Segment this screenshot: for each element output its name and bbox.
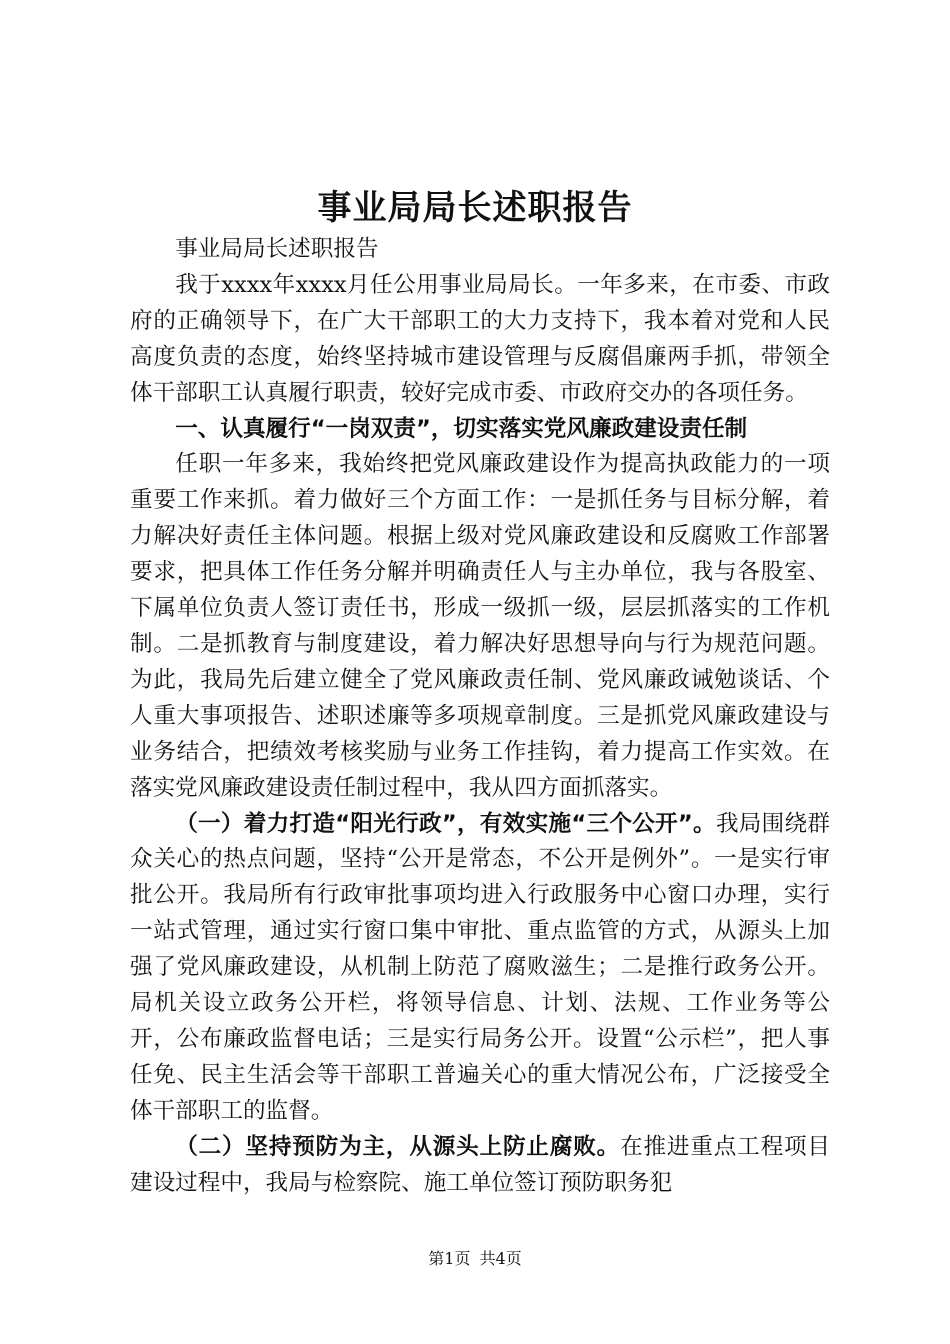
page-total: 共4页 <box>479 1249 522 1268</box>
document-title: 事业局局长述职报告 <box>317 188 633 228</box>
subsection-1-text: 我局围绕群众关心的热点问题，坚持“公开是常态，不公开是例外”。一是实行审批公开。我局所有行政审批事项均进入行政服务中心窗口办理，实行一站式管理，通过实行窗口集中审批、重点监管的方式，从源头上加强了党风廉政建设，从机制上防范了腐败滋生；二是推行政务公开。局机关设立政务公开栏，将领导信息、计划、法规、工作业务等公开，公布廉政监督电话；三是实行局务公开。设置“公示栏”，把人事任免、民主生活会等干部职工普遍关心的重大情况公布，广泛接受全体干部职工的监督。 <box>130 810 831 1124</box>
document-body <box>130 232 830 1201</box>
page-number: 第1页 <box>428 1249 471 1268</box>
subsection-2-heading: （二）坚持预防为主，从源头上防止腐败。 <box>175 1133 621 1160</box>
intro-paragraph: 我于xxxx年xxxx月任公用事业局局长。一年多来，在市委、市政府的正确领导下，在广大干部职工的大力支持下，我本着对党和人民高度负责的态度，始终坚持城市建设管理与反腐倡廉两手抓，带领全体干部职工认真履行职责，较好完成市委、市政府交办的各项任务。 <box>130 271 830 406</box>
page-footer <box>0 1246 950 1269</box>
section-1-paragraph: 任职一年多来，我始终把党风廉政建设作为提高执政能力的一项重要工作来抓。着力做好三个方面工作：一是抓任务与目标分解，着力解决好责任主体问题。根据上级对党风廉政建设和反腐败工作部署要求，把具体工作任务分解并明确责任人与主办单位，我与各股室、下属单位负责人签订责任书，形成一级抓一级，层层抓落实的工作机制。二是抓教育与制度建设，着力解决好思想导向与行为规范问题。为此，我局先后建立健全了党风廉政责任制、党风廉政诫勉谈话、个人重大事项报告、述职述廉等多项规章制度。三是抓党风廉政建设与业务结合，把绩效考核奖励与业务工作挂钩，着力提高工作实效。在落实党风廉政建设责任制过程中，我从四方面抓落实。 <box>130 451 830 801</box>
subsection-2-text: 在推进重点工程项目建设过程中，我局与检察院、施工单位签订预防职务犯 <box>130 1133 831 1196</box>
subsection-1-paragraph <box>130 807 830 1130</box>
subsection-1-heading: （一）着力打造“阳光行政”，有效实施“三个公开”。 <box>175 810 716 837</box>
section-1-heading: 一、认真履行“一岗双责”，切实落实党风廉政建设责任制 <box>175 415 748 442</box>
subsection-2-paragraph <box>130 1130 830 1202</box>
subtitle-line: 事业局局长述职报告 <box>175 236 379 262</box>
